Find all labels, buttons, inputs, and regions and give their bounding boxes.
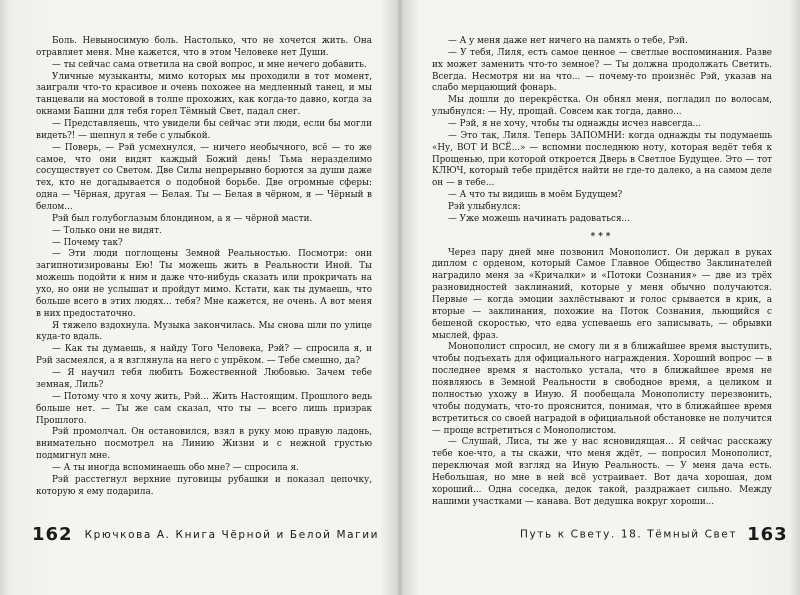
paragraph: — Почему так? xyxy=(52,237,123,248)
paragraph: Рэй расстегнул верхние пуговицы рубашки и показал цепочку, которую я ему подарила. xyxy=(36,474,372,497)
paragraph: Мы дошли до перекрёстка. Он обнял меня, погладил по волосам, улыбнулся: — Ну, прощай. Совсем как тогда, давно... xyxy=(432,95,772,118)
left-page-text xyxy=(36,36,372,499)
paragraph: Рэй улыбнулся: xyxy=(448,202,521,213)
paragraph: — Представляешь, что увидели бы сейчас эти люди, если бы могли видеть?! — шепнул я тебе с улыбкой. xyxy=(36,119,372,141)
right-page-text xyxy=(432,36,772,509)
paragraph: Уличные музыканты, мимо которых мы проходили в тот момент, заиграли что-то красивое и очень похожее на медленный танец, и мы танцевали на мостовой в толпе прохожих, как когда-то давно, когда за окнами Башни для тебя горел Тёмный Свет, падал снег. xyxy=(36,71,372,118)
paragraph: — Как ты думаешь, я найду Того Человека, Рэй? — спросила я, и Рэй засмеялся, а я взглянула на него с упрёком. — Тебе смешно, да? xyxy=(36,344,372,367)
left-page-footer xyxy=(32,524,379,548)
paragraph: — Я научил тебя любить Божественной Любовью. Зачем тебе земная, Лиль? xyxy=(36,368,372,390)
paragraph: — Потому что я хочу жить, Рэй... Жить Настоящим. Прошлого ведь больше нет. — Ты же сам сказал, что ты — всего лишь призрак Прошлого. xyxy=(36,391,372,426)
right-page-number: 163 xyxy=(747,524,788,545)
left-page-number: 162 xyxy=(32,524,73,545)
paragraph: — Слушай, Лиса, ты же у нас ясновидящая... Я сейчас расскажу тебе кое-что, а ты скажи, что меня ждёт, — попросил Монополист, переключая мой взгляд на Иную Реальность. — У меня дача есть. Небольшая, но мне в ней всё устраивает. Вот дача хорошая, дом хороший... Одна соседка, дедок такой, раздражает сильно. Между нашими участками — канава. Вот дедушка вокруг хороши... xyxy=(432,437,772,507)
paragraph: Я тяжело вздохнула. Музыка закончилась. Мы снова шли по улице куда-то вдаль. xyxy=(36,320,372,343)
paragraph: Рэй промолчал. Он остановился, взял в руку мою правую ладонь, внимательно посмотрел на Линию Жизни и с нежной грустью подмигнул мне. xyxy=(36,427,372,462)
paragraph: — Это так, Лиля. Теперь ЗАПОМНИ: когда однажды ты подумаешь «Ну, ВОТ И ВСЁ...» — вспомни последнюю ноту, которая ведёт тебя к Прощенью, при которой откроется Дверь в Светлое Будущее. Это — тот КЛЮЧ, который тебе придётся найти не где-то далеко, а на самом деле он — в тебе... xyxy=(432,130,772,189)
paragraph: — ты сейчас сама ответила на свой вопрос, и мне нечего добавить. xyxy=(52,59,367,70)
paragraph: — Уже можешь начинать радоваться... xyxy=(448,213,630,224)
left-running-title: Крючкова А. Книга Чёрной и Белой Магии xyxy=(84,528,380,541)
right-page-footer xyxy=(520,524,788,548)
paragraph: Через пару дней мне позвонил Монополист. Он держал в руках диплом с орденом, который Самое Главное Общество Заклинателей наградило меня за «Кричалки» и «Потоки Сознания» — две из трёх разновидностей заклинаний, которые у меня обычно получаются. Первые — когда эмоции захлёстывают и голос срывается в крик, а вторые — заклинания, похожие на Поток Сознания, льющийся с бешеной скоростью, что едва успеваешь его записывать, — обрывки мыслей, фраз. xyxy=(432,247,772,341)
paragraph: — У тебя, Лиля, есть самое ценное — светлые воспоминания. Разве их может заменить что-то земное? — Ты должна продолжать Светить. Всегда. Несмотря ни на что... — почему-то произнёс Рэй, указав на слабо мерцающий фонарь. xyxy=(432,47,772,94)
paragraph: — А у меня даже нет ничего на память о тебе, Рэй. xyxy=(448,36,688,46)
paragraph: — А ты иногда вспоминаешь обо мне? — спросила я. xyxy=(52,462,299,473)
paragraph: — А что ты видишь в моём Будущем? xyxy=(448,190,623,201)
section-separator: *** xyxy=(590,231,614,242)
paragraph: Рэй был голубоглазым блондином, а я — чёрной масти. xyxy=(52,213,313,224)
right-running-title: Путь к Свету. 18. Тёмный Свет xyxy=(520,528,738,541)
paragraph: Монополист спросил, не смогу ли я в ближайшее время выступить, чтобы подъехать для официального награждения. Хороший вопрос — в последнее время я настолько устала, что в ближайшее время не появляюсь в Земной Реальности в свободное время, а целиком и полностью ухожу в Иную. Я пообещала Монополисту перезвонить, чтобы подумать, что-то прояснится, понимая, что в ближайшее время встретиться со своей наградой в официальной обстановке не получится — проще встретиться с Монополистом. xyxy=(432,342,772,436)
paragraph: — Поверь, — Рэй усмехнулся, — ничего необычного, всё — то же самое, что они видят каждый Божий день! Тьма неразделимо сосуществует со Светом. Две Силы непрерывно борются за души даже тех, кто не догадывается о подобной борьбе. Две огромные сферы: одна — Чёрная, другая — Белая. Ты — Белая в чёрном, я — Чёрный в белом... xyxy=(36,142,372,213)
paragraph: — Только они не видят. xyxy=(52,225,162,236)
paragraph: — Эти люди поглощены Земной Реальностью. Посмотри: они загипнотизированы Ею! Ты можешь жить в Реальности Иной. Ты можешь подойти к ним и даже что-нибудь сказать или прокричать на ухо, но они не услышат и пройдут мимо. Кстати, как ты думаешь, что больше всего в этих людях... тебя? Мне кажется, не очень. А вот меня в них предостаточно. xyxy=(36,249,372,319)
paragraph: — Рэй, я не хочу, чтобы ты однажды исчез навсегда... xyxy=(448,119,702,130)
paragraph: Боль. Невыносимую боль. Настолько, что не хочется жить. Она отравляет меня. Мне кажется, что в этом Человеке нет Души. xyxy=(36,36,372,58)
